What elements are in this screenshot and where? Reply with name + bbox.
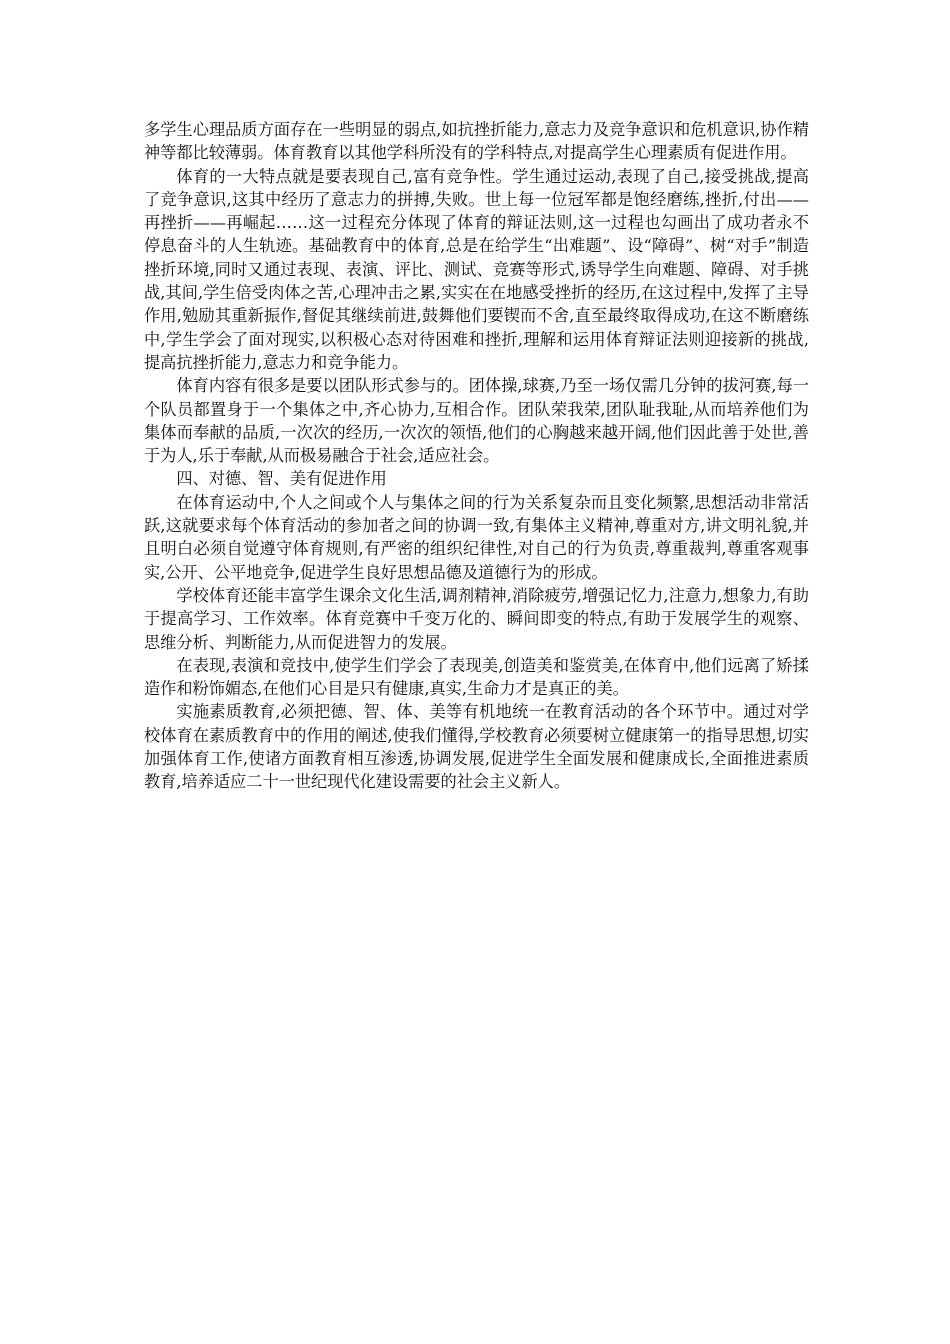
paragraph-intelligence: 学校体育还能丰富学生课余文化生活,调剂精神,消除疲劳,增强记忆力,注意力,想象力,有助于提高学习、工作效率。体育竞赛中千变万化的、瞬间即变的特点,有助于发展学生的观察、思维分析、判断能力,从而促进智力的发展。 bbox=[144, 585, 809, 652]
document-body bbox=[144, 118, 809, 794]
paragraph-continuation: 多学生心理品质方面存在一些明显的弱点,如抗挫折能力,意志力及竞争意识和危机意识,协作精神等都比较薄弱。体育教育以其他学科所没有的学科特点,对提高学生心理素质有促进作用。 bbox=[144, 120, 809, 163]
paragraph-morality: 在体育运动中,个人之间或个人与集体之间的行为关系复杂而且变化频繁,思想活动非常活跃,这就要求每个体育活动的参加者之间的协调一致,有集体主义精神,尊重对方,讲文明礼貌,并且明白必须自觉遵守体育规则,有严密的组织纪律性,对自己的行为负责,尊重裁判,尊重客观事实,公开、公平地竞争,促进学生良好思想品德及道德行为的形成。 bbox=[144, 492, 809, 582]
section-heading: 四、对德、智、美有促进作用 bbox=[176, 469, 387, 489]
paragraph-competition: 体育的一大特点就是要表现自己,富有竞争性。学生通过运动,表现了自己,接受挑战,提高了竞争意识,这其中经历了意志力的拼搏,失败。世上每一位冠军都是饱经磨练,挫折,付出——再挫折——再崛起……这一过程充分体现了体育的辩证法则,这一过程也勾画出了成功者永不停息奋斗的人生轨迹。基础教育中的体育,总是在给学生“出难题”、设“障碍”、树“对手”制造挫折环境,同时又通过表现、表演、评比、测试、竞赛等形式,诱导学生向难题、障碍、对手挑战,其间,学生倍受肉体之苦,心理冲击之累,实实在在地感受挫折的经历,在这过程中,发挥了主导作用,勉励其重新振作,督促其继续前进,鼓舞他们要锲而不舍,直至最终取得成功,在这不断磨练中,学生学会了面对现实,以积极心态对待困难和挫折,理解和运用体育辩证法则迎接新的挑战,提高抗挫折能力,意志力和竞争能力。 bbox=[144, 166, 809, 372]
paragraph-teamwork: 体育内容有很多是要以团队形式参与的。团体操,球赛,乃至一场仅需几分钟的拔河赛,每一个队员都置身于一个集体之中,齐心协力,互相合作。团队荣我荣,团队耻我耻,从而培养他们为集体而奉献的品质,一次次的经历,一次次的领悟,他们的心胸越来越开阔,他们因此善于处世,善于为人,乐于奉献,从而极易融合于社会,适应社会。 bbox=[144, 376, 809, 466]
paragraph-beauty: 在表现,表演和竞技中,使学生们学会了表现美,创造美和鉴赏美,在体育中,他们远离了矫揉造作和粉饰媚态,在他们心目是只有健康,真实,生命力才是真正的美。 bbox=[144, 655, 809, 699]
paragraph-conclusion: 实施素质教育,必须把德、智、体、美等有机地统一在教育活动的各个环节中。通过对学校体育在素质教育中的作用的阐述,使我们懂得,学校教育必须要树立健康第一的指导思想,切实加强体育工作,使诸方面教育相互渗透,协调发展,促进学生全面发展和健康成长,全面推进素质教育,培养适应二十一世纪现代化建设需要的社会主义新人。 bbox=[144, 702, 809, 792]
